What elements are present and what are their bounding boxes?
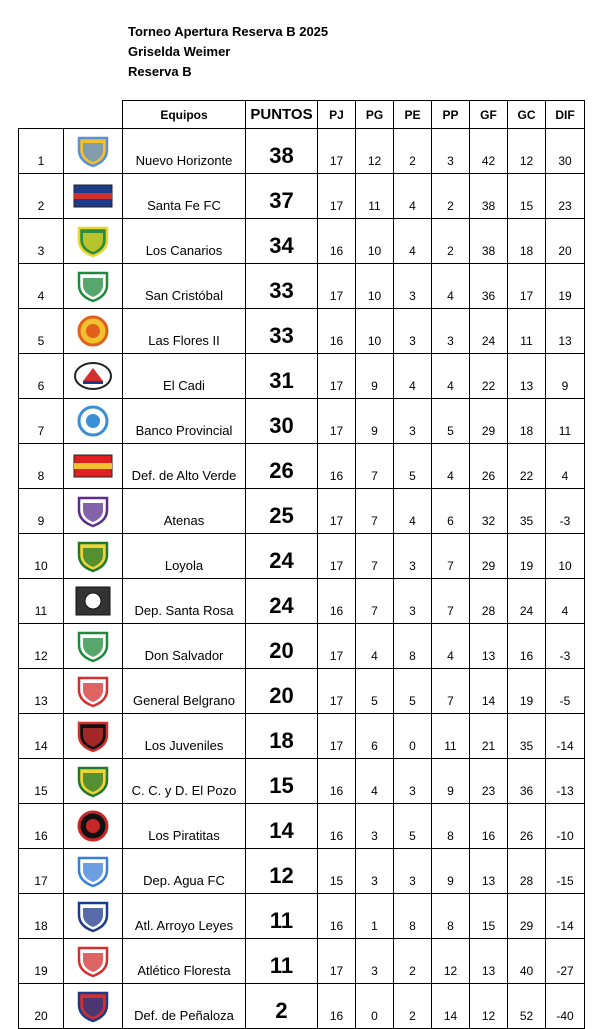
- won-cell: 10: [356, 264, 394, 309]
- goals-against-cell: 24: [508, 579, 546, 624]
- played-cell: 16: [318, 219, 356, 264]
- won-cell: 4: [356, 624, 394, 669]
- goal-difference-cell: -40: [546, 984, 585, 1029]
- column-header-row: [19, 101, 585, 129]
- loyola-crest-icon: [71, 539, 115, 573]
- standings-body: [19, 129, 585, 1029]
- position-cell: 6: [19, 354, 64, 399]
- position-cell: 4: [19, 264, 64, 309]
- division-name: Reserva B: [128, 64, 192, 79]
- lost-cell: 14: [432, 984, 470, 1029]
- table-row: [19, 579, 585, 624]
- column-header-pp: PP: [432, 101, 470, 129]
- goals-against-cell: 28: [508, 849, 546, 894]
- table-row: [19, 984, 585, 1029]
- alto-verde-banner-icon: [71, 449, 115, 483]
- points-cell: 33: [246, 309, 318, 354]
- goal-difference-cell: -15: [546, 849, 585, 894]
- column-header-gf: GF: [470, 101, 508, 129]
- team-logo-cell: [64, 309, 123, 354]
- points-cell: 24: [246, 579, 318, 624]
- las-flores-crest-icon: [71, 314, 115, 348]
- team-logo-cell: [64, 984, 123, 1029]
- goals-against-cell: 35: [508, 489, 546, 534]
- table-row: [19, 219, 585, 264]
- points-cell: 37: [246, 174, 318, 219]
- position-cell: 9: [19, 489, 64, 534]
- don-salvador-crest-icon: [71, 629, 115, 663]
- goal-difference-cell: -10: [546, 804, 585, 849]
- table-row: [19, 804, 585, 849]
- drawn-cell: 3: [394, 579, 432, 624]
- drawn-cell: 3: [394, 309, 432, 354]
- position-cell: 8: [19, 444, 64, 489]
- table-row: [19, 849, 585, 894]
- table-row: [19, 759, 585, 804]
- won-cell: 9: [356, 399, 394, 444]
- position-cell: 10: [19, 534, 64, 579]
- points-cell: 31: [246, 354, 318, 399]
- drawn-cell: 3: [394, 399, 432, 444]
- played-cell: 17: [318, 129, 356, 174]
- team-logo-cell: [64, 579, 123, 624]
- team-name-cell: Atl. Arroyo Leyes: [123, 894, 246, 939]
- position-cell: 16: [19, 804, 64, 849]
- position-cell: 15: [19, 759, 64, 804]
- table-row: [19, 714, 585, 759]
- goals-for-cell: 15: [470, 894, 508, 939]
- team-name-cell: Atenas: [123, 489, 246, 534]
- los-piratitas-crest-icon: [71, 809, 115, 843]
- team-logo-cell: [64, 534, 123, 579]
- table-row: [19, 669, 585, 714]
- goals-against-cell: 18: [508, 219, 546, 264]
- goals-against-cell: 40: [508, 939, 546, 984]
- goals-against-cell: 18: [508, 399, 546, 444]
- tournament-title: Torneo Apertura Reserva B 2025: [128, 24, 329, 39]
- santa-rosa-crest-icon: [71, 584, 115, 618]
- played-cell: 16: [318, 984, 356, 1029]
- goals-for-cell: 32: [470, 489, 508, 534]
- drawn-cell: 2: [394, 939, 432, 984]
- won-cell: 7: [356, 534, 394, 579]
- goals-for-cell: 38: [470, 219, 508, 264]
- table-row: [19, 264, 585, 309]
- played-cell: 15: [318, 849, 356, 894]
- table-row: [19, 354, 585, 399]
- won-cell: 7: [356, 489, 394, 534]
- won-cell: 11: [356, 174, 394, 219]
- goal-difference-cell: 10: [546, 534, 585, 579]
- goals-against-cell: 36: [508, 759, 546, 804]
- arroyo-leyes-crest-icon: [71, 899, 115, 933]
- team-name-cell: Nuevo Horizonte: [123, 129, 246, 174]
- column-header-points: PUNTOS: [246, 101, 318, 129]
- lost-cell: 11: [432, 714, 470, 759]
- goals-against-cell: 15: [508, 174, 546, 219]
- goals-against-cell: 12: [508, 129, 546, 174]
- team-name-cell: Def. de Alto Verde: [123, 444, 246, 489]
- position-cell: 20: [19, 984, 64, 1029]
- team-logo-cell: [64, 174, 123, 219]
- drawn-cell: 8: [394, 624, 432, 669]
- author-name: Griselda Weimer: [128, 44, 231, 59]
- points-cell: 30: [246, 399, 318, 444]
- played-cell: 16: [318, 894, 356, 939]
- lost-cell: 6: [432, 489, 470, 534]
- standings-table: [18, 100, 585, 1029]
- table-header: [128, 22, 328, 82]
- won-cell: 3: [356, 849, 394, 894]
- team-logo-cell: [64, 354, 123, 399]
- won-cell: 6: [356, 714, 394, 759]
- goal-difference-cell: -5: [546, 669, 585, 714]
- goals-against-cell: 26: [508, 804, 546, 849]
- goal-difference-cell: 20: [546, 219, 585, 264]
- goal-difference-cell: 4: [546, 579, 585, 624]
- team-name-cell: Los Piratitas: [123, 804, 246, 849]
- lost-cell: 3: [432, 129, 470, 174]
- lost-cell: 9: [432, 759, 470, 804]
- blank-header-cell: [19, 101, 123, 129]
- drawn-cell: 2: [394, 129, 432, 174]
- table-row: [19, 129, 585, 174]
- played-cell: 17: [318, 489, 356, 534]
- agua-fc-crest-icon: [71, 854, 115, 888]
- goals-for-cell: 22: [470, 354, 508, 399]
- goals-for-cell: 13: [470, 939, 508, 984]
- table-row: [19, 624, 585, 669]
- won-cell: 4: [356, 759, 394, 804]
- general-belgrano-crest-icon: [71, 674, 115, 708]
- played-cell: 17: [318, 714, 356, 759]
- team-logo-cell: [64, 624, 123, 669]
- table-row: [19, 534, 585, 579]
- table-row: [19, 399, 585, 444]
- drawn-cell: 0: [394, 714, 432, 759]
- played-cell: 17: [318, 354, 356, 399]
- table-row: [19, 444, 585, 489]
- lost-cell: 2: [432, 219, 470, 264]
- goal-difference-cell: 13: [546, 309, 585, 354]
- played-cell: 17: [318, 174, 356, 219]
- lost-cell: 9: [432, 849, 470, 894]
- points-cell: 14: [246, 804, 318, 849]
- lost-cell: 4: [432, 444, 470, 489]
- won-cell: 9: [356, 354, 394, 399]
- goals-against-cell: 17: [508, 264, 546, 309]
- position-cell: 17: [19, 849, 64, 894]
- team-logo-cell: [64, 219, 123, 264]
- goals-for-cell: 38: [470, 174, 508, 219]
- table-row: [19, 174, 585, 219]
- team-logo-cell: [64, 714, 123, 759]
- santa-fe-fc-banner-icon: [71, 179, 115, 213]
- el-cadi-crest-icon: [71, 359, 115, 393]
- column-header-team: Equipos: [123, 101, 246, 129]
- points-cell: 11: [246, 894, 318, 939]
- played-cell: 16: [318, 579, 356, 624]
- lost-cell: 4: [432, 624, 470, 669]
- played-cell: 16: [318, 309, 356, 354]
- team-name-cell: General Belgrano: [123, 669, 246, 714]
- team-name-cell: Dep. Santa Rosa: [123, 579, 246, 624]
- position-cell: 11: [19, 579, 64, 624]
- team-logo-cell: [64, 264, 123, 309]
- points-cell: 26: [246, 444, 318, 489]
- drawn-cell: 3: [394, 849, 432, 894]
- points-cell: 11: [246, 939, 318, 984]
- position-cell: 19: [19, 939, 64, 984]
- points-cell: 25: [246, 489, 318, 534]
- team-logo-cell: [64, 489, 123, 534]
- lost-cell: 7: [432, 534, 470, 579]
- points-cell: 38: [246, 129, 318, 174]
- lost-cell: 7: [432, 579, 470, 624]
- goal-difference-cell: -14: [546, 714, 585, 759]
- drawn-cell: 4: [394, 489, 432, 534]
- played-cell: 16: [318, 804, 356, 849]
- column-header-gc: GC: [508, 101, 546, 129]
- team-logo-cell: [64, 129, 123, 174]
- column-header-pj: PJ: [318, 101, 356, 129]
- table-row: [19, 939, 585, 984]
- team-logo-cell: [64, 669, 123, 714]
- goal-difference-cell: -14: [546, 894, 585, 939]
- won-cell: 5: [356, 669, 394, 714]
- goals-for-cell: 42: [470, 129, 508, 174]
- goals-for-cell: 26: [470, 444, 508, 489]
- points-cell: 2: [246, 984, 318, 1029]
- team-name-cell: San Cristóbal: [123, 264, 246, 309]
- table-row: [19, 894, 585, 939]
- team-name-cell: Dep. Agua FC: [123, 849, 246, 894]
- lost-cell: 3: [432, 309, 470, 354]
- drawn-cell: 5: [394, 669, 432, 714]
- won-cell: 3: [356, 804, 394, 849]
- team-logo-cell: [64, 399, 123, 444]
- goal-difference-cell: 11: [546, 399, 585, 444]
- position-cell: 3: [19, 219, 64, 264]
- played-cell: 16: [318, 759, 356, 804]
- played-cell: 16: [318, 444, 356, 489]
- won-cell: 12: [356, 129, 394, 174]
- position-cell: 2: [19, 174, 64, 219]
- won-cell: 10: [356, 219, 394, 264]
- team-logo-cell: [64, 444, 123, 489]
- goals-for-cell: 14: [470, 669, 508, 714]
- goals-for-cell: 24: [470, 309, 508, 354]
- points-cell: 15: [246, 759, 318, 804]
- played-cell: 17: [318, 264, 356, 309]
- played-cell: 17: [318, 939, 356, 984]
- won-cell: 1: [356, 894, 394, 939]
- position-cell: 7: [19, 399, 64, 444]
- goals-against-cell: 16: [508, 624, 546, 669]
- lost-cell: 5: [432, 399, 470, 444]
- lost-cell: 4: [432, 264, 470, 309]
- goal-difference-cell: -3: [546, 489, 585, 534]
- position-cell: 12: [19, 624, 64, 669]
- drawn-cell: 4: [394, 354, 432, 399]
- goals-for-cell: 13: [470, 624, 508, 669]
- banco-provincial-crest-icon: [71, 404, 115, 438]
- team-name-cell: Loyola: [123, 534, 246, 579]
- played-cell: 17: [318, 669, 356, 714]
- team-name-cell: Atlético Floresta: [123, 939, 246, 984]
- won-cell: 7: [356, 444, 394, 489]
- goals-for-cell: 29: [470, 399, 508, 444]
- team-name-cell: Santa Fe FC: [123, 174, 246, 219]
- position-cell: 5: [19, 309, 64, 354]
- el-pozo-crest-icon: [71, 764, 115, 798]
- points-cell: 12: [246, 849, 318, 894]
- won-cell: 7: [356, 579, 394, 624]
- drawn-cell: 5: [394, 444, 432, 489]
- goals-against-cell: 19: [508, 669, 546, 714]
- atletico-floresta-crest-icon: [71, 944, 115, 978]
- played-cell: 17: [318, 534, 356, 579]
- played-cell: 17: [318, 399, 356, 444]
- goals-against-cell: 22: [508, 444, 546, 489]
- goals-for-cell: 23: [470, 759, 508, 804]
- lost-cell: 2: [432, 174, 470, 219]
- goal-difference-cell: 19: [546, 264, 585, 309]
- drawn-cell: 8: [394, 894, 432, 939]
- goals-against-cell: 11: [508, 309, 546, 354]
- goals-against-cell: 52: [508, 984, 546, 1029]
- goals-for-cell: 29: [470, 534, 508, 579]
- points-cell: 18: [246, 714, 318, 759]
- column-header-pg: PG: [356, 101, 394, 129]
- atenas-crest-icon: [71, 494, 115, 528]
- team-logo-cell: [64, 804, 123, 849]
- lost-cell: 4: [432, 354, 470, 399]
- position-cell: 1: [19, 129, 64, 174]
- team-logo-cell: [64, 894, 123, 939]
- goals-against-cell: 35: [508, 714, 546, 759]
- drawn-cell: 3: [394, 534, 432, 579]
- position-cell: 13: [19, 669, 64, 714]
- drawn-cell: 4: [394, 174, 432, 219]
- team-name-cell: C. C. y D. El Pozo: [123, 759, 246, 804]
- goals-for-cell: 16: [470, 804, 508, 849]
- lost-cell: 8: [432, 894, 470, 939]
- points-cell: 34: [246, 219, 318, 264]
- lost-cell: 8: [432, 804, 470, 849]
- goal-difference-cell: -3: [546, 624, 585, 669]
- team-logo-cell: [64, 939, 123, 984]
- lost-cell: 7: [432, 669, 470, 714]
- goals-against-cell: 29: [508, 894, 546, 939]
- lost-cell: 12: [432, 939, 470, 984]
- team-logo-cell: [64, 849, 123, 894]
- goals-against-cell: 19: [508, 534, 546, 579]
- goals-for-cell: 13: [470, 849, 508, 894]
- team-name-cell: Def. de Peñaloza: [123, 984, 246, 1029]
- team-name-cell: El Cadi: [123, 354, 246, 399]
- san-cristobal-crest-icon: [71, 269, 115, 303]
- position-cell: 18: [19, 894, 64, 939]
- drawn-cell: 5: [394, 804, 432, 849]
- team-logo-cell: [64, 759, 123, 804]
- points-cell: 24: [246, 534, 318, 579]
- team-name-cell: Las Flores II: [123, 309, 246, 354]
- team-name-cell: Los Juveniles: [123, 714, 246, 759]
- won-cell: 0: [356, 984, 394, 1029]
- drawn-cell: 3: [394, 264, 432, 309]
- drawn-cell: 2: [394, 984, 432, 1029]
- goal-difference-cell: -13: [546, 759, 585, 804]
- goal-difference-cell: 23: [546, 174, 585, 219]
- column-header-dif: DIF: [546, 101, 585, 129]
- penaloza-crest-icon: [71, 989, 115, 1023]
- team-name-cell: Banco Provincial: [123, 399, 246, 444]
- nuevo-horizonte-crest-icon: [71, 134, 115, 168]
- los-juveniles-crest-icon: [71, 719, 115, 753]
- won-cell: 10: [356, 309, 394, 354]
- los-canarios-crest-icon: [71, 224, 115, 258]
- points-cell: 33: [246, 264, 318, 309]
- won-cell: 3: [356, 939, 394, 984]
- goal-difference-cell: 4: [546, 444, 585, 489]
- table-row: [19, 489, 585, 534]
- column-header-pe: PE: [394, 101, 432, 129]
- played-cell: 17: [318, 624, 356, 669]
- goals-for-cell: 28: [470, 579, 508, 624]
- goal-difference-cell: -27: [546, 939, 585, 984]
- drawn-cell: 4: [394, 219, 432, 264]
- points-cell: 20: [246, 669, 318, 714]
- goals-against-cell: 13: [508, 354, 546, 399]
- points-cell: 20: [246, 624, 318, 669]
- goals-for-cell: 21: [470, 714, 508, 759]
- goal-difference-cell: 30: [546, 129, 585, 174]
- goal-difference-cell: 9: [546, 354, 585, 399]
- goals-for-cell: 36: [470, 264, 508, 309]
- team-name-cell: Don Salvador: [123, 624, 246, 669]
- goals-for-cell: 12: [470, 984, 508, 1029]
- team-name-cell: Los Canarios: [123, 219, 246, 264]
- position-cell: 14: [19, 714, 64, 759]
- drawn-cell: 3: [394, 759, 432, 804]
- table-row: [19, 309, 585, 354]
